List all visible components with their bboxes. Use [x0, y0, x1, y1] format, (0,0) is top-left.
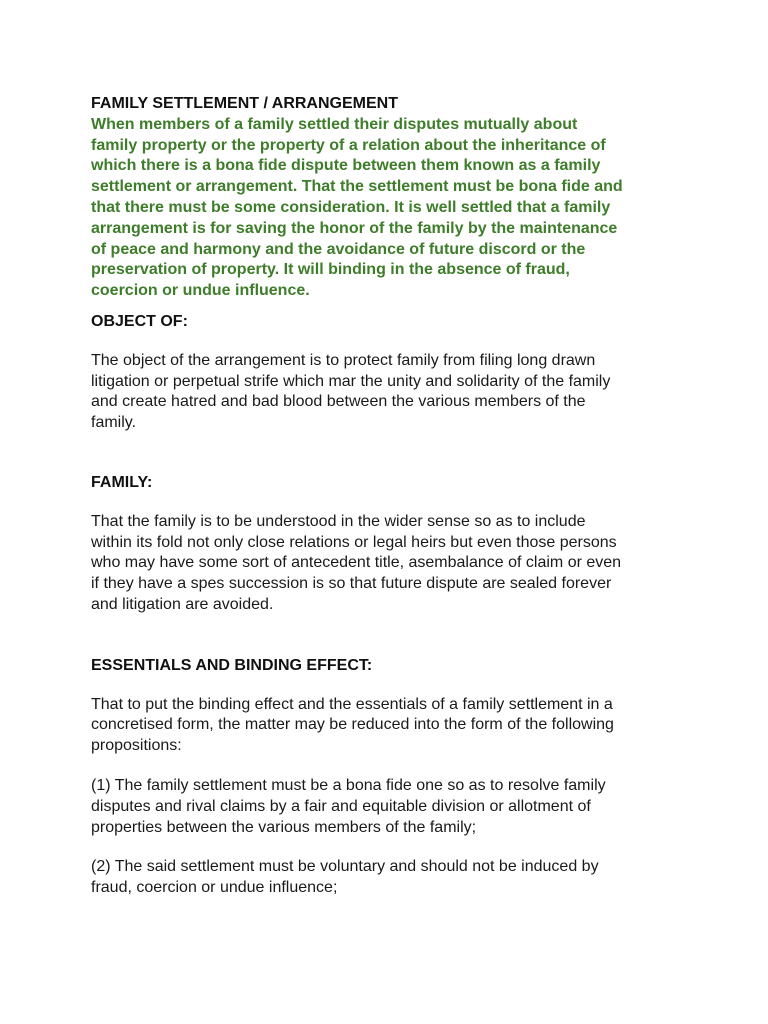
intro-paragraph: [91, 115, 691, 302]
family-line: That the family is to be understood in the wider sense so as to include: [91, 512, 586, 530]
intro-line: coercion or undue influence.: [91, 282, 310, 300]
document-page: [91, 94, 691, 899]
intro-line: that there must be some consideration. It is well settled that a family: [91, 198, 611, 216]
intro-line: When members of a family settled their disputes mutually about: [91, 115, 578, 133]
document-title: FAMILY SETTLEMENT / ARRANGEMENT: [91, 95, 398, 112]
object-line: litigation or perpetual strife which mar the unity and solidarity of the family: [91, 372, 611, 390]
proposition-line: fraud, coercion or undue influence;: [91, 879, 338, 897]
family-line: within its fold not only close relations or legal heirs but even those persons: [91, 533, 617, 551]
family-heading: FAMILY:: [91, 473, 153, 491]
proposition-line: properties between the various members of the family;: [91, 818, 477, 836]
family-line: and litigation are avoided.: [91, 595, 274, 613]
essentials-line: propositions:: [91, 737, 182, 755]
proposition-2: [91, 857, 691, 899]
object-paragraph: [91, 351, 691, 434]
intro-line: family property or the property of a relation about the inheritance of: [91, 136, 606, 154]
essentials-heading: ESSENTIALS AND BINDING EFFECT:: [91, 656, 373, 674]
essentials-line: concretised form, the matter may be reduced into the form of the following: [91, 716, 614, 734]
family-line: if they have a spes succession is so that future dispute are sealed forever: [91, 575, 612, 593]
proposition-line: (1) The family settlement must be a bona fide one so as to resolve family: [91, 776, 606, 794]
object-heading: OBJECT OF:: [91, 312, 188, 330]
proposition-1: [91, 776, 691, 838]
family-paragraph: [91, 512, 691, 616]
essentials-line: That to put the binding effect and the essentials of a family settlement in a: [91, 695, 613, 713]
intro-line: of peace and harmony and the avoidance of future discord or the: [91, 240, 586, 258]
essentials-paragraph: [91, 695, 691, 757]
proposition-line: (2) The said settlement must be voluntary and should not be induced by: [91, 858, 599, 876]
family-line: who may have some sort of antecedent title, asembalance of claim or even: [91, 554, 622, 572]
object-line: and create hatred and bad blood between the various members of the: [91, 393, 586, 411]
proposition-line: disputes and rival claims by a fair and equitable division or allotment of: [91, 797, 591, 815]
object-line: family.: [91, 414, 137, 432]
intro-line: which there is a bona fide dispute between them known as a family: [91, 157, 601, 175]
intro-line: settlement or arrangement. That the settlement must be bona fide and: [91, 178, 623, 196]
intro-line: preservation of property. It will binding in the absence of fraud,: [91, 261, 570, 279]
intro-line: arrangement is for saving the honor of the family by the maintenance: [91, 219, 618, 237]
object-line: The object of the arrangement is to protect family from filing long drawn: [91, 351, 596, 369]
